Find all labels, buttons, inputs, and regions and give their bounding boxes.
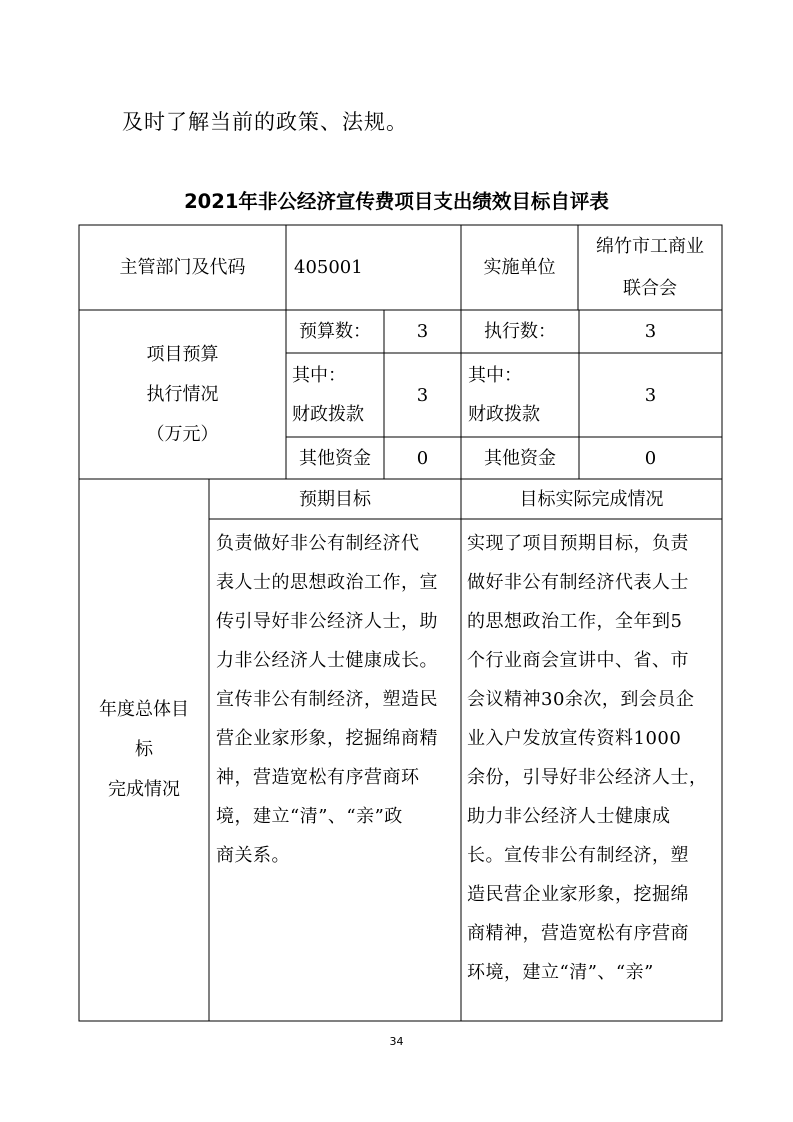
other-funds-budget: 0 <box>416 447 429 469</box>
unit-label: 实施单位 <box>483 257 556 278</box>
unit-value: 绵竹市工商业 联合会 <box>596 235 704 299</box>
annual-label: 年度总体目 标 完成情况 <box>99 699 189 800</box>
budget-count-value: 3 <box>416 321 429 342</box>
expected-header: 预期目标 <box>299 488 371 510</box>
dept-code: 405001 <box>294 257 363 278</box>
table-title: 2021年非公经济宣传费项目支出绩效目标自评表 <box>184 190 609 213</box>
other-funds-label: 其他资金 <box>299 447 371 469</box>
other-funds-exec: 0 <box>644 447 657 469</box>
other-funds-exec-label: 其他资金 <box>484 447 556 469</box>
fiscal-label: 其中： 财政拨款 <box>292 365 364 425</box>
exec-count-value: 3 <box>644 321 657 342</box>
actual-header: 目标实际完成情况 <box>519 488 664 510</box>
fiscal-exec-label: 其中： 财政拨款 <box>468 365 540 425</box>
fiscal-exec-value: 3 <box>644 384 657 406</box>
actual-text: 实现了项目预期目标，负责 做好非公有制经济代表人士 的思想政治工作，全年到5 个行业商会宣讲中、省、市 会议精神30余次，到会员企 业入户发放宣传资料1000 余份，引导好非公经济人士， 助力非公经济人士健康成 长。宣传非公有制经济，塑 造民营企业家形象，挖掘绵 商精神，营造宽松有序营商 环境，建立“清”、“亲” <box>467 533 708 983</box>
intro-text: 及时了解当前的政策、法规。 <box>122 110 408 134</box>
fiscal-budget-value: 3 <box>416 384 429 406</box>
budget-label: 项目预算 执行情况 （万元） <box>146 343 219 445</box>
page-number: 34 <box>389 1035 404 1048</box>
dept-label: 主管部门及代码 <box>119 257 246 278</box>
budget-count-label: 预算数： <box>299 321 371 342</box>
exec-count-label: 执行数： <box>484 321 556 342</box>
expected-text: 负责做好非公有制经济代 表人士的思想政治工作，宣 传引导好非公经济人士，助 力非公经济人士健康成长。 宣传非公有制经济，塑造民 营企业家形象，挖掘绵商精 神，营造宽松有序营商环 境，建立“清”、“亲”政 商关系。 <box>216 533 438 866</box>
